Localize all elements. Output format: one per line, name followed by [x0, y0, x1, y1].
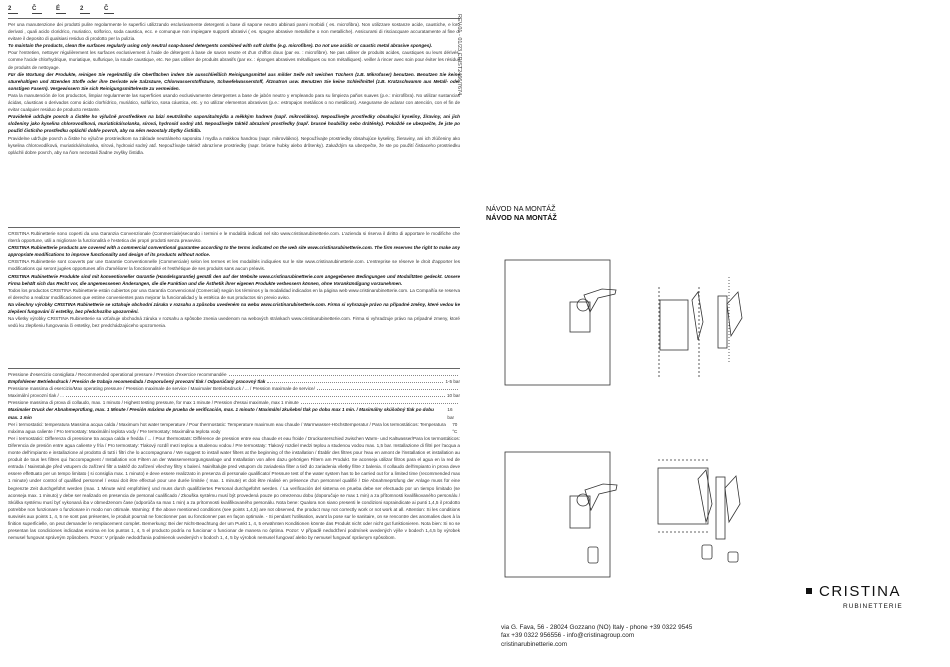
- lang-mark: 2: [80, 6, 90, 14]
- wall-plate-front-2: [505, 452, 610, 577]
- side-lever: [692, 292, 703, 340]
- care-cz: Pravidelně udržujte povrch a čistěte ho výlučně prostředkem na bázi neutrálního saponátu/mýdla a měkkým hadrem (např. mikrovlákno). Nepoužívejte prostředky obsahující kyseliny, žíraviny, ani jich složeniny jako kyselina chlorovodíková, muriatická/solanka, sírová, hydroxid sodný atd. Nepoužívejte taktéž abrazivní prostředky (např. brusné houbičky nebo drátěnky). Pokaždé se ubezpečte, že jste po použití čisticího prostředku opláchli dobře povrch, aby na něm nezostaly zbytky čistidla.: [8, 114, 460, 134]
- spec-value: 1-5 bar: [445, 379, 460, 385]
- care-de: Für die Wartung der Produkte, reinigen Sie regelmäßig die Oberflächen indem Sie ausschließlich Reinigungsmittel aus milder Seife mit weichen Tüchern (z.B. Mikrofaser) benutzen. Benutzen Sie keine säurehaltigen und ätzenden Stoffe oder ihre Derivate wie Salzsäure, Chlorwasserstoffsäure, Schwefelwasserstoff, Ätznatron usw. Benutzen Sie keine Schleifmittel (z.B. Kratzschwamm aus Metall- oder sonstigen Fasern). Vergewissern Sie sich Reinigungsmittelreste zu vermeiden.: [8, 71, 460, 91]
- technical-drawing: [484, 232, 934, 622]
- spec-label: Empfohlener Betriebsdruck / Presión de trabajo recomendada / Doporučený provozní tlak / Odporúčaný pracovný tlak: [8, 379, 266, 385]
- lang-mark: Č: [104, 6, 114, 14]
- spec-row: [8, 378, 460, 385]
- title-line: NÁVOD NA MONTÁŽ: [486, 204, 556, 213]
- spec-label: Maximální provozní tlak / ...: [8, 393, 64, 399]
- valve-body-2: [570, 496, 590, 528]
- document-code: [452, 6, 464, 216]
- warranty-es: Todos los productos CRISTINA Rubinetterie están cubiertos por una Garantía Convencional (Comercial) según los términos y la modalidad indicados en la página web www.cristinarubinetterie.com. La Compañía se reserva el derecho a realizar modificaciones que estime convenientes para mejorar la funcionalidad y la estética de sus productos sin previo aviso.: [8, 287, 460, 300]
- care-sk: Pravidelne udržujte povrch a čistite ho výlučne prostriedkom na základe neutrálneho saponátu / mydla a mäkkou handrou (napr. mikrovlákno). Nepoužívajte prostriedky obsahujúce kyseliny, žieraviny, ani ich zlúčeniny ako kyselina chlorovodíková, muriatická/solanka, sírová, hydroxid sodný atď. Nepoužívajte taktiež abrazívne prostriedky (napr. brúsne hubky alebo drôtenky). Zakaždým sa ubezpečte, že ste po použití čistiaceho prostriedku opláchli dobre povrch, aby na ňom nezostali žiadne zvyšky čistidla.: [8, 135, 460, 155]
- care-es: Para la manutención de los productos, limpiar regularmente las superficies usando exclusivamente detergentes a base de jabón neutro y empleando para su limpieza paños suaves (p.e.: microfibra). No utilizar sustancias ácidas, cáusticas o derivados como ácido clorhídrico, muriático, sulfúrico, sosa cáustica, etc. y no utilizar elementos abrasivos (p.e.: estropajos metálicos o no metálicos). Asegurarse de aclarar con atención, con el fin de evitar cualquier residuo de producto restante.: [8, 92, 460, 113]
- logo-square: [806, 588, 812, 594]
- spec-notes: Per i termostatici: Differenza di pressione tra acqua calda e fredda / ... / Pour thermostats: Différence de pression entre eau chaude et eau froide / Druckunterschied zwischen Warm- und Kaltwasser/Para los termostáticos: Diferencia de presión entre agua caliente y fría / Pro termostaty: Tlakový rozdíl mezi teplou a studenou vodou / Pre termostaty: Tlakový rozdiel medzi teplou a studenou vodou max. 1,5 bar. Installazione di filtri per l'acqua a monte dell'impianto e installazione al prodotto di tutti i filtri che lo accompagnano / We suggest to install water filters at the beginning of the installation / Établir des filtres pour l'eau en amont de l'installation et installation au produit de tous les filtres qui l'accompagnent / Installation von Filtern an der Wasserversorgungsanlage und Installation von allen dazu gehörigen Filtern am Produkt. Se aconseja utilizar filtros para el agua en la red de entrada / Nainstalujte před vstupem do zařízení filtr a taktéž do zařízení všechny filtry s balení. Nainštalujte pred vstupom do zariadenia filter a tiež do zariadenia všetky filtre z balenia. Il collaudo dell'impianto in prova deve essere effettuato per un tempo limitato ( si consiglia max. 1 minuto) e deve essere realizzato in presenza di personale qualificato/ Pressure test of the water system has to be carried out for a limited time (recommended max 1 minute) under control of qualified personnel / essai doit être effectué pour une durée limitée ( max. 1 minute) et doit être réalisé en présence d'un personnel qualifié / Die Abnahmeprüfung der Anlage muss für eine begrenzte Zeit durchgeführt werden (max. 1 Minute wird empfohlen) und muss durch qualifiziertes Personal durchgeführt werden. / La verificación del sistema en prueba debe ser efectuado por un tiempo limitado (se aconseja max. 1 minuto) y debe ser realizado en presencia de personal cualificado / Zkouška systému musí být provedená pouze po omezenou dobu (doporučuje se max 1 min) a za přítomnosti kvalifikovaného personálu / Skúška systému musí byť vykonaná iba v obmedzenom čase (odporúča sa max 1 min) a za prítomnosti kvalifikovaného personálu. Nota bene: Qualora non siano presenti le condizioni sopraindicate ai punti 1,4,5 il prodotto potrebbe non funzionare o funzionare in modo non ottimale. Warning: If the above mentioned conditions (see points 1,4,5) are not observed, the product may not correctly work or not work at all. Attention: Si les conditions susvisés aux points 1, 4, 5 ne sont pas présentes, le produit pourrait ne fonctionner pas ou fonctionner pas en façon optimale. - Si pendant l'utilisation, avant la pose sur le sanitaire, on se rencontre des anomalies dues à la finition superficielle, on peut demander le remplacement complet. Bemerkung: Bei der Nicht-Beachtung der um Punkt 1, 4, 5 erwähnten Konditionen könnte das Produkt nicht oder nicht gut funktionieren. Nota bien: Si no se presentan las condiciones indicadas encima en los puntos 1, 4, 5 el producto podría no funcionar o funcionar de manera no óptima. Pozor: V případě nedodržení podmínek uvedených výše v bodech 1,4,5 by výrobek nemusel fungovat správným způsobem. Pozor: V prípade nedodržania podmienok uvedených v bodoch 1, 4, 5 by výrobok nemusel fungovať alebo by nemusel fungovať správnym spôsobom.: [8, 435, 460, 541]
- lang-mark: É: [56, 6, 66, 14]
- warranty-en: CRISTINA Rubinetterie products are covered with a commercial conventional guarantee according to the terms indicated on the web site www.cristinarubinetterie.com. The firm reserves the right to make any appropriate modifications to improve functionality and design of its products without notice.: [8, 245, 460, 258]
- assembly-title: [486, 204, 557, 222]
- fax-email-line: fax +39 0322 956556 - info@cristinagroup.com: [501, 632, 635, 640]
- brand-sub: RUBINETTERIE: [843, 603, 903, 610]
- spec-row: [8, 421, 460, 435]
- side-plate: [660, 300, 688, 350]
- warranty-section: [8, 224, 460, 348]
- spec-label: Per i termostatici: temperatura Massima acqua calda / Maximum hot water temperature / Pour thermostatic: Temperature maximum eau chaude / Warmwasser-Höchsttemperatur / Para los termostáticos: Temperatura máxima agua caliente / Pro termostaty: Maximální teplota vody / Pre termostaty: Maximálna teplota vody: [8, 421, 446, 434]
- side-profile-2: [716, 477, 725, 539]
- spec-label: Pressione massima di esercizio/Max operating pressure / Pression maximale de service / Maximaler Betriebsdruck / ... / Pression maximale de service/: [8, 386, 315, 392]
- warranty-cz: Na všechny výrobky CRISTINA Rubinetterie se vztahuje obchodní záruka v rozsahu a způsobu uvedeném na webu www.cristinarubinetterie.com. Firma si vyhrazuje právo na případné změny, které vedou ke zlepšení fungování či estetiky, bez předchozího upozornění.: [8, 301, 460, 315]
- warranty-it: CRISTINA Rubinetterie sono coperti da una Garanzia Convenzionale (Commerciale)secondo i termini e le modalità indicati nel sito www.cristinarubinetterie.com. L'azienda si riserva il diritto di apportare le modifiche che riterrà opportune, utili a migliorare la funzionalità e l'estetica dei propri prodotti senza preavviso.: [8, 231, 460, 244]
- care-en: To maintain the products, clean the surfaces regularly using only neutral soap-based detergents combined with soft cloths (e.g. microfibre). Do not use acidic or caustic metal abrasive sponges).: [8, 43, 433, 49]
- lang-mark: 2: [8, 6, 18, 14]
- spec-row: [8, 385, 460, 392]
- warranty-fr: CRISTINA Rubinetterie sont couverts par une Garantie Conventionnelle (Commerciale) selon les termes et les modalités indiquées sur le site www.cristinarubinetterie.com. L'entreprise se réserve le droit d'apporter les modifications qui seront jugées opportunes afin d'améliorer la fonctionnalité et l'esthétique de ses produits sans aucun préavis.: [8, 259, 460, 272]
- care-it: Per una manutenzione dei prodotti pulire regolarmente le superfici utilizzando esclusivamente detergenti a base di sapone neutro abbinati panni morbidi ( es. microfibra). Non utilizzare sostanze acide, caustiche, e loro derivati , quali acido cloridrico, muriatico, solforico, soda caustica, ecc. e comunque non impiegare supporti abrasivi ( es. spugne abrasive metalliche o non metalliche). Assicurarsi di risciacquare accuratamente al fine di evitare il deposito di qualsiasi residuo di prodotto per la pulizia.: [8, 22, 460, 42]
- spec-row: [8, 406, 460, 420]
- brand-logo: [806, 583, 936, 619]
- spec-value: 10 bar: [446, 393, 460, 399]
- language-marks: [8, 6, 460, 15]
- specs-section: [8, 365, 460, 665]
- divider: [8, 368, 460, 369]
- side-lever-profile-2: [725, 476, 740, 522]
- side-knob-2: [702, 545, 712, 559]
- spec-row: [8, 399, 460, 406]
- spec-label: Maximaler Druck der Abnahmeprüfung, max. 1 Minute / Presión máxima de prueba de verificación, max. 1 minuto / Maximální zkušební tlak po dobu max 1 min. / Maximálny skúšobný tlak po dobu max. 1 min: [8, 407, 434, 420]
- lang-mark: Č: [32, 6, 42, 14]
- warranty-de: CRISTINA Rubinetterie Produkte sind mit konventioneller Garantie (Handelsgarantie) gemäß den auf der Website www.cristinarubinetterie.com angegebenen Bedingungen und Modalitäten gedeckt. Unsere Firma behält sich das Recht vor, die angemessenen Änderungen, die die Funktion und die Ästhetik ihrer eigenen Produkte verbessern können, ohne Vorankündigung vorzunehmen.: [8, 273, 460, 286]
- care-fr: Pour l'entretien, nettoyer régulièrement les surfaces exclusivement à l'aide de détergent à base de savon neutre et d'un chiffon doux (par ex. : microfibre). Ne pas utiliser de produits acides, caustiques ou leurs dérivés, comme l'acide chlorhydrique, muriatique, sulfurique, la soude caustique, etc. Ne pas utiliser de produits abrasifs (par ex. : éponges abrasives métalliques ou non métalliques). veiller à rincer avec soin pour éviter les résidus de produits de nettoyage.: [8, 50, 460, 70]
- website-line: cristinarubinetterie.com: [501, 640, 568, 648]
- spec-value: 70 °C: [452, 421, 458, 434]
- wall-plate-front: [505, 260, 610, 385]
- brand-name: CRISTINA: [819, 583, 902, 600]
- spec-label: Pressione massima di prova di collaudo, max. 1 minuto / Highest testing pressure, for max 1 minute / Pression d'essai maximale, max 1 minute: [8, 400, 299, 406]
- care-section: [8, 21, 460, 221]
- side-lever-2: [698, 470, 712, 522]
- divider: [8, 227, 460, 228]
- spec-value: 16 bar: [447, 407, 455, 420]
- doc-code-text: REV.01 - 01/23 CRIST2466/7674: [456, 14, 462, 96]
- side-knob-profile-2: [728, 552, 738, 562]
- title-line-bold: NÁVOD NA MONTÁŽ: [486, 213, 557, 222]
- side-profile: [718, 296, 727, 348]
- contact-info: [501, 624, 692, 649]
- lever-handle: [584, 289, 616, 312]
- warranty-sk: Na všetky výrobky CRISTINA Rubinetterie sa vzťahuje obchodná záruka v rozsahu a spôsobe znenia uvedenom na webových stránkach www.cristinarubinetterie.com. Firma si vyhradzuje právo na prípadné zmeny, ktoré vedú ku zlepšeniu fungovania či estetiky, bez predchádzajúceho upozornenia.: [8, 316, 460, 329]
- divider: [8, 18, 460, 19]
- spec-row: [8, 371, 460, 378]
- spec-row: [8, 392, 460, 399]
- left-column: [8, 6, 460, 541]
- spec-label: Pressione d'esercizio consigliata / Recommended operational pressure / Pression d'exercice recommandée: [8, 372, 227, 377]
- valve-body: [570, 302, 590, 332]
- address-line: via G. Fava, 56 - 28024 Gozzano (NO) Italy - phone +39 0322 9545: [501, 624, 693, 631]
- diverter-knob: [588, 547, 598, 563]
